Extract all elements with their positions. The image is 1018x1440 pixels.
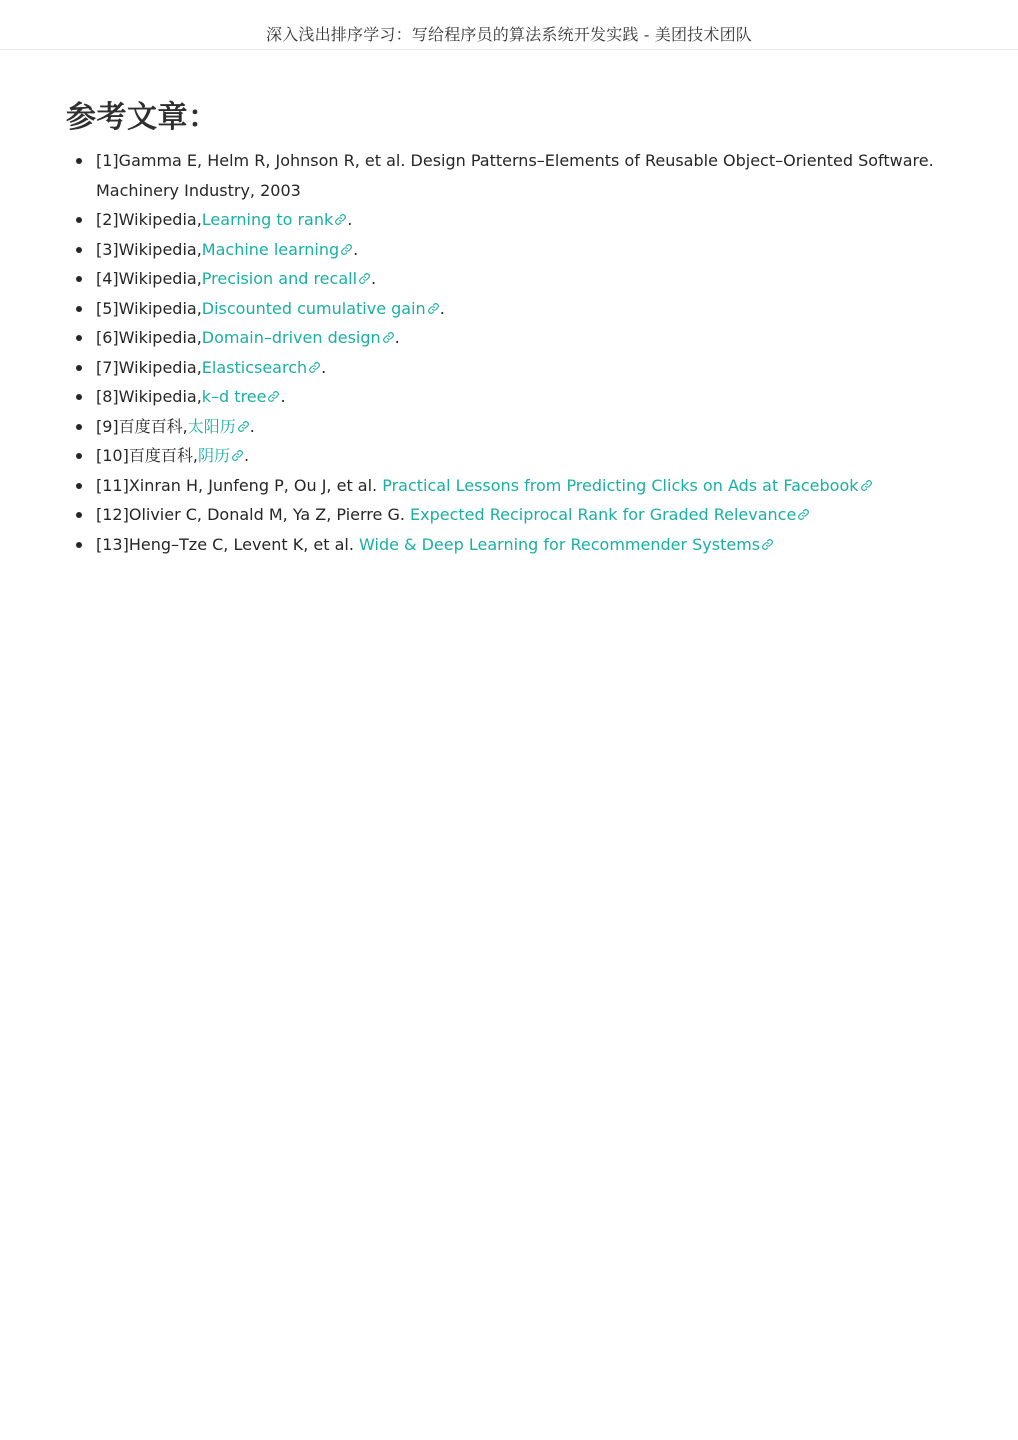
reference-suffix: . bbox=[321, 357, 327, 377]
bullet-icon bbox=[76, 453, 82, 459]
external-link-icon bbox=[267, 390, 280, 403]
reference-suffix: . bbox=[280, 387, 286, 406]
bullet-icon bbox=[76, 158, 82, 164]
reference-suffix: . bbox=[347, 210, 353, 229]
reference-citation: [12]Olivier C, Donald M, Ya Z, Pierre G. bbox=[96, 505, 411, 524]
bullet-icon bbox=[76, 217, 82, 223]
reference-link-label: Machine learning bbox=[201, 239, 340, 259]
bullet-icon bbox=[76, 365, 82, 371]
reference-citation: [4]Wikipedia, bbox=[96, 269, 202, 288]
reference-item bbox=[66, 382, 946, 412]
reference-link[interactable] bbox=[382, 476, 872, 495]
reference-link[interactable] bbox=[202, 240, 353, 259]
reference-citation: [3]Wikipedia, bbox=[96, 239, 202, 259]
reference-link[interactable] bbox=[202, 358, 321, 377]
reference-suffix: . bbox=[439, 298, 445, 318]
reference-list bbox=[66, 146, 946, 559]
reference-link[interactable] bbox=[202, 269, 371, 288]
reference-item bbox=[66, 323, 946, 353]
reference-link-label: Practical Lessons from Predicting Clicks on Ads at Facebook bbox=[382, 475, 859, 495]
bullet-icon bbox=[76, 512, 82, 518]
external-link-icon bbox=[237, 420, 250, 433]
reference-suffix: . bbox=[371, 269, 377, 288]
reference-item bbox=[66, 264, 946, 294]
external-link-icon bbox=[382, 331, 395, 344]
reference-link-label: Learning to rank bbox=[201, 210, 334, 229]
reference-citation: [7]Wikipedia, bbox=[96, 357, 202, 377]
reference-link[interactable] bbox=[188, 417, 250, 436]
reference-citation: [1]Gamma E, Helm R, Johnson R, et al. Design Patterns–Elements of Reusable Object–Oriented Software. Machinery Industry, 2003 bbox=[96, 151, 934, 200]
reference-link-label: Discounted cumulative gain bbox=[201, 298, 426, 318]
reference-link[interactable] bbox=[198, 446, 244, 465]
article-content bbox=[66, 96, 946, 559]
section-heading: 参考文章： bbox=[66, 100, 219, 135]
reference-link-label: Expected Reciprocal Rank for Graded Relevance bbox=[410, 505, 797, 524]
reference-citation: [13]Heng–Tze C, Levent K, et al. bbox=[96, 534, 360, 554]
reference-item bbox=[66, 471, 946, 501]
reference-link[interactable] bbox=[202, 210, 347, 229]
reference-link-label: 太阳历 bbox=[187, 416, 236, 436]
bullet-icon bbox=[76, 247, 82, 253]
bullet-icon bbox=[76, 276, 82, 282]
external-link-icon bbox=[860, 479, 873, 492]
external-link-icon bbox=[340, 243, 353, 256]
reference-citation: [6]Wikipedia, bbox=[96, 328, 202, 347]
reference-citation: [9]百度百科, bbox=[96, 416, 188, 436]
reference-link-label: Domain–driven design bbox=[201, 328, 381, 347]
bullet-icon bbox=[76, 542, 82, 548]
reference-item bbox=[66, 235, 946, 265]
external-link-icon bbox=[334, 213, 347, 226]
external-link-icon bbox=[797, 508, 810, 521]
external-link-icon bbox=[308, 361, 321, 374]
reference-item bbox=[66, 441, 946, 471]
reference-citation: [11]Xinran H, Junfeng P, Ou J, et al. bbox=[96, 475, 383, 495]
bullet-icon bbox=[76, 394, 82, 400]
reference-link[interactable] bbox=[202, 387, 281, 406]
reference-suffix: . bbox=[353, 239, 359, 259]
reference-link[interactable] bbox=[202, 299, 440, 318]
external-link-icon bbox=[761, 538, 774, 551]
reference-suffix: . bbox=[249, 416, 255, 436]
reference-citation: [5]Wikipedia, bbox=[96, 298, 202, 318]
reference-link-label: 阴历 bbox=[197, 446, 230, 465]
reference-suffix: . bbox=[394, 328, 400, 347]
bullet-icon bbox=[76, 424, 82, 430]
reference-item bbox=[66, 530, 946, 560]
bullet-icon bbox=[76, 483, 82, 489]
page-title: 深入浅出排序学习：写给程序员的算法系统开发实践 - 美团技术团队 bbox=[266, 25, 752, 44]
reference-citation: [2]Wikipedia, bbox=[96, 210, 202, 229]
reference-citation: [8]Wikipedia, bbox=[96, 387, 202, 406]
reference-item bbox=[66, 205, 946, 235]
bullet-icon bbox=[76, 306, 82, 312]
reference-link-label: Precision and recall bbox=[201, 269, 358, 288]
external-link-icon bbox=[427, 302, 440, 315]
reference-item bbox=[66, 500, 946, 530]
page-header bbox=[0, 0, 1018, 50]
reference-suffix: . bbox=[243, 446, 250, 465]
bullet-icon bbox=[76, 335, 82, 341]
reference-link-label: k–d tree bbox=[201, 387, 267, 406]
reference-link-label: Wide & Deep Learning for Recommender Systems bbox=[359, 534, 761, 554]
reference-link[interactable] bbox=[410, 505, 810, 524]
reference-item bbox=[66, 146, 946, 205]
external-link-icon bbox=[231, 449, 244, 462]
reference-item bbox=[66, 294, 946, 324]
reference-item bbox=[66, 353, 946, 383]
reference-item bbox=[66, 412, 946, 442]
reference-link[interactable] bbox=[202, 328, 395, 347]
external-link-icon bbox=[358, 272, 371, 285]
reference-citation: [10]百度百科, bbox=[96, 446, 198, 465]
reference-link-label: Elasticsearch bbox=[201, 357, 308, 377]
reference-link[interactable] bbox=[359, 535, 774, 554]
